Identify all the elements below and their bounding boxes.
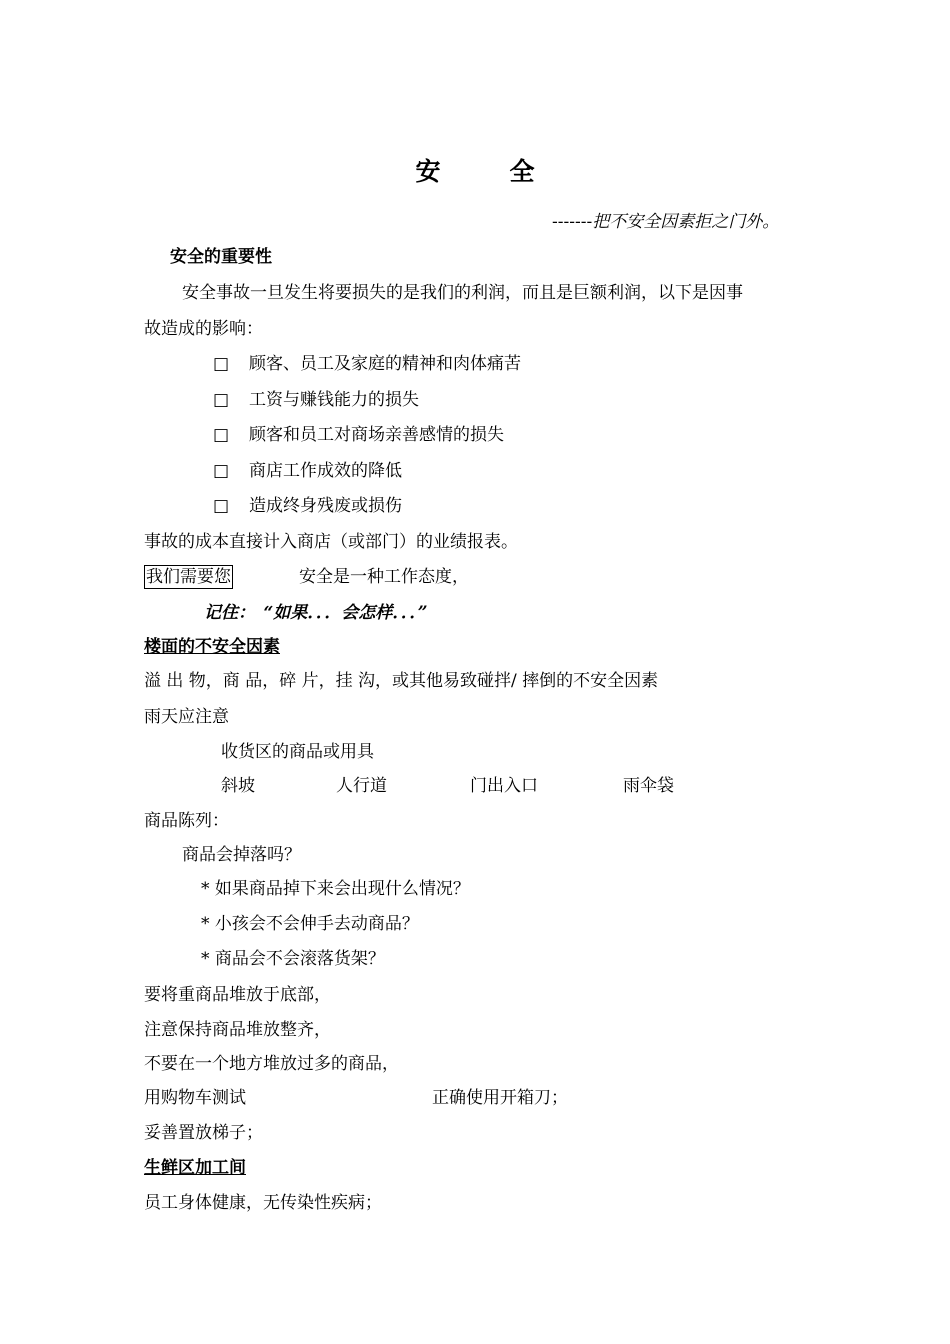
fresh-line: 员工身体健康，无传染性疾病； bbox=[144, 1193, 382, 1213]
rain-item: 斜坡 bbox=[221, 776, 255, 796]
checklist-label: 工资与赚钱能力的损失 bbox=[249, 390, 419, 410]
checklist-item bbox=[213, 353, 521, 375]
rule-line: 正确使用开箱刀； bbox=[432, 1088, 568, 1108]
checklist-label: 商店工作成效的降低 bbox=[249, 461, 402, 481]
checkbox-icon: □ bbox=[213, 461, 230, 481]
spill-line: 溢 出 物，商 品，碎 片，挂 沟，或其他易致碰拌/ 摔倒的不安全因素 bbox=[144, 671, 659, 691]
subtitle-text: 把不安全因素拒之门外。 bbox=[592, 212, 780, 232]
checklist-label: 造成终身残废或损伤 bbox=[249, 496, 402, 516]
checklist-label: 顾客和员工对商场亲善感情的损失 bbox=[249, 425, 504, 445]
star-item: * 小孩会不会伸手去动商品？ bbox=[201, 914, 419, 934]
section-heading-importance bbox=[144, 246, 272, 268]
subtitle bbox=[552, 211, 779, 233]
rain-item: 雨伞袋 bbox=[623, 776, 674, 796]
section-heading-floor: 楼面的不安全因素 bbox=[144, 637, 280, 657]
rain-item: 人行道 bbox=[336, 776, 387, 796]
cost-line: 事故的成本直接计入商店（或部门）的业绩报表。 bbox=[144, 532, 518, 552]
checkbox-icon: □ bbox=[213, 354, 230, 374]
checkbox-icon: □ bbox=[213, 425, 230, 445]
checkbox-icon: □ bbox=[213, 496, 230, 516]
paragraph-line: 安全事故一旦发生将要损失的是我们的利润，而且是巨额利润，以下是因事 bbox=[182, 283, 743, 303]
star-item: * 商品会不会滚落货架？ bbox=[201, 949, 385, 969]
rule-line: 注意保持商品堆放整齐， bbox=[144, 1020, 331, 1040]
remember-line: 记住： “如果．．．会怎样．．．” bbox=[204, 603, 428, 623]
rain-item: 收货区的商品或用具 bbox=[221, 742, 374, 762]
checklist-item bbox=[213, 495, 402, 517]
display-heading: 商品陈列： bbox=[144, 811, 229, 831]
checklist-item bbox=[213, 460, 402, 482]
paragraph-line: 故造成的影响： bbox=[144, 319, 263, 339]
checklist-item bbox=[213, 424, 504, 446]
heading-text: 安全的重要性 bbox=[170, 247, 272, 267]
section-heading-fresh: 生鲜区加工间 bbox=[144, 1158, 246, 1178]
rule-line: 不要在一个地方堆放过多的商品， bbox=[144, 1054, 399, 1074]
star-item: * 如果商品掉下来会出现什么情况？ bbox=[201, 879, 470, 899]
subtitle-dashes: ------- bbox=[552, 212, 593, 232]
rule-line: 要将重商品堆放于底部， bbox=[144, 985, 331, 1005]
rain-item: 门出入口 bbox=[470, 776, 538, 796]
checklist-label: 顾客、员工及家庭的精神和肉体痛苦 bbox=[249, 354, 521, 374]
checklist-item bbox=[213, 389, 419, 411]
rule-line: 用购物车测试 bbox=[144, 1088, 246, 1108]
attitude-line: 安全是一种工作态度， bbox=[299, 567, 469, 587]
checkbox-icon: □ bbox=[213, 390, 230, 410]
rain-heading: 雨天应注意 bbox=[144, 707, 229, 727]
page-title: 安 全 bbox=[415, 157, 557, 186]
fall-question: 商品会掉落吗？ bbox=[182, 845, 301, 865]
rule-line: 妥善置放梯子； bbox=[144, 1123, 263, 1143]
need-you-box: 我们需要您 bbox=[146, 567, 231, 587]
